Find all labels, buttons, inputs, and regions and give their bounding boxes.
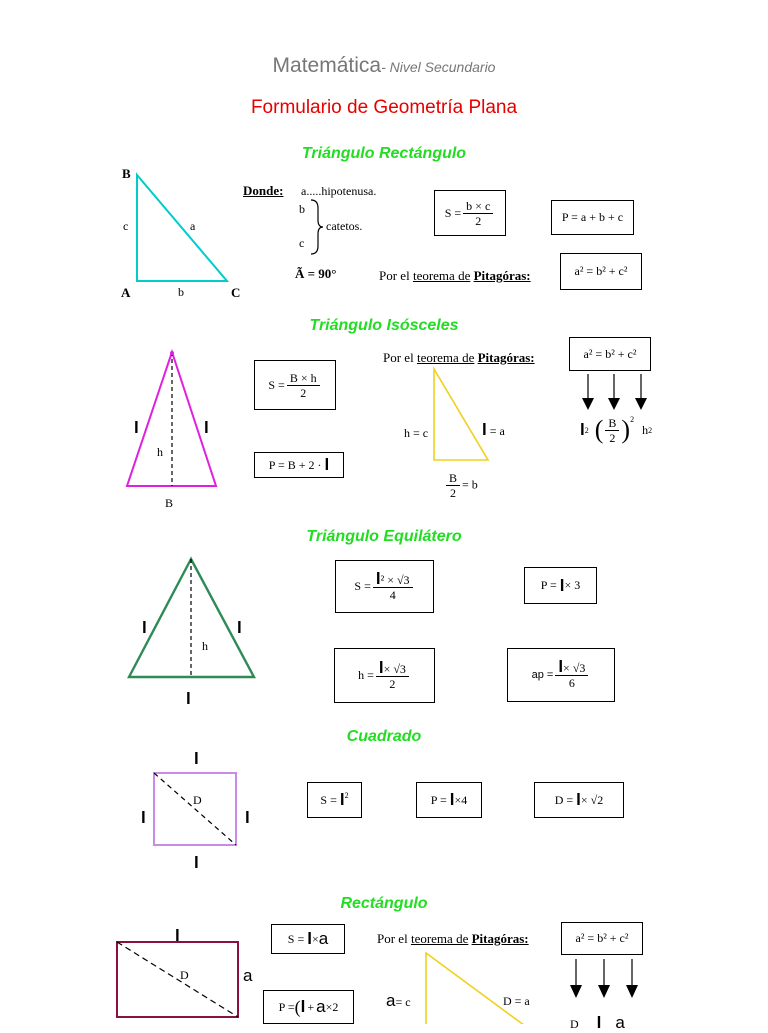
eq-ap-den: 6: [568, 676, 575, 690]
right-triangle-figure: [116, 164, 256, 304]
eq-h-rest: × √3: [383, 661, 406, 676]
iso-area-denominator: 2: [300, 385, 307, 400]
rectangle-area-formula: [271, 924, 345, 954]
pit2-base-eq: = b: [462, 477, 478, 492]
pythagoras-label-3: [377, 931, 529, 947]
pit-name: Pitagóras:: [473, 268, 531, 283]
substitution-arrows-2: [578, 372, 650, 412]
square-figure: [150, 769, 242, 851]
eq-area-l: l: [375, 568, 381, 588]
sq-diag-l: l: [576, 790, 581, 809]
rect-per-a: a: [316, 997, 326, 1016]
eq-per-lhs: P =: [540, 578, 557, 592]
eq-area-fraction: [373, 568, 413, 602]
rectangle-right-side-label: a: [243, 966, 253, 985]
rect-per-l: l: [300, 997, 306, 1016]
sq-per-rest: ×4: [454, 792, 468, 807]
pythagoras-triangle-2: [428, 366, 494, 464]
res3-d: D: [570, 1017, 579, 1031]
side-c-label: c: [123, 219, 129, 233]
equilateral-apothem-formula: [507, 648, 615, 702]
rect-per-lhs: P =: [278, 999, 295, 1014]
res3-a: a: [615, 1013, 625, 1032]
equilateral-height-formula: [334, 648, 435, 703]
sq-area-l: l: [339, 790, 345, 809]
isosceles-left-side-label: l: [134, 418, 139, 437]
pythagoras-label-1: [379, 268, 531, 284]
rectangle-diagonal-label: D: [180, 968, 189, 982]
sq-per-l: l: [449, 790, 455, 809]
right-area-formula: [434, 190, 506, 236]
section-title-square: Cuadrado: [346, 728, 422, 745]
hypotenuse-note: a.....hipotenusa.: [301, 184, 377, 198]
eq-area-rest: ² × √3: [380, 572, 410, 587]
res-l: l: [580, 420, 585, 439]
square-bottom-side-label: l: [194, 853, 199, 872]
section-title-isosceles: Triángulo Isósceles: [309, 317, 459, 334]
pit3-d-label: D = a: [503, 994, 530, 1008]
eq-ap-rest: × √3: [563, 661, 586, 675]
equilateral-left-side-label: l: [142, 618, 147, 637]
pythagoras-label-2: [383, 350, 535, 366]
pythagoras-formula-2: a² = b² + c²: [569, 337, 651, 371]
isosceles-substitution-result: [580, 415, 652, 445]
area-lhs: S =: [444, 205, 462, 220]
brace-icon: [309, 198, 325, 256]
rectangle-top-side-label: l: [175, 926, 180, 945]
equilateral-perimeter-formula: [524, 567, 597, 604]
iso-area-fraction: [287, 371, 320, 400]
catetos-label: catetos.: [326, 219, 363, 233]
pit2-l-label: [482, 420, 505, 440]
square-diagonal-label: D: [193, 793, 202, 807]
isosceles-base-label: B: [165, 496, 174, 510]
res-frac-sq: 2: [630, 415, 635, 424]
eq-area-den: 4: [389, 587, 396, 602]
isosceles-perimeter-formula: [254, 452, 344, 478]
area-denominator: 2: [475, 213, 482, 228]
rectangle-substitution-result: [570, 1013, 625, 1033]
pythagoras-triangle-3: [420, 949, 530, 1024]
res-h: h: [642, 422, 649, 437]
res-fraction: [605, 416, 619, 445]
res-fraction-den: 2: [609, 430, 616, 445]
pit2-prefix: Por el: [383, 350, 414, 365]
rectangle-perimeter-formula: [263, 990, 354, 1024]
pit2-l: l: [482, 420, 487, 439]
equilateral-triangle-figure: [124, 554, 260, 680]
pit2-base-num: B: [446, 471, 460, 486]
square-left-side-label: l: [141, 808, 146, 827]
equilateral-height-label: h: [202, 639, 208, 653]
pit-prefix: Por el: [379, 268, 410, 283]
square-area-formula: [307, 782, 362, 818]
sq-area-lhs: S =: [320, 792, 337, 807]
pit2-base-den: 2: [450, 486, 456, 500]
pit3-word: teorema de: [410, 931, 469, 946]
rect-per-plus: +: [307, 999, 315, 1014]
iso-perimeter-l: l: [324, 455, 330, 474]
sq-diag-lhs: D =: [554, 792, 574, 807]
iso-perimeter-text: P = B + 2 ·: [268, 457, 322, 472]
equilateral-base-label: l: [186, 689, 191, 708]
donde-label: Donde:: [243, 183, 284, 198]
rect-area-times: ×: [311, 931, 319, 946]
rect-area-l: l: [307, 929, 312, 948]
pit3-c: = c: [395, 995, 411, 1009]
sq-area-sup: 2: [344, 791, 349, 800]
subject-title: Matemática: [272, 54, 382, 77]
leg-c-label: c: [299, 236, 305, 250]
section-title-right-triangle: Triángulo Rectángulo: [301, 145, 467, 162]
square-right-side-label: l: [245, 808, 250, 827]
res-l-sq: 2: [584, 425, 589, 435]
eq-area-num: [373, 568, 413, 588]
res-fraction-num: B: [605, 416, 619, 431]
pit2-h-label: h = c: [404, 426, 429, 440]
eq-area-lhs: S =: [354, 579, 371, 593]
rect-per-open: (: [294, 996, 301, 1017]
level-label: - Nivel Secundario: [381, 59, 496, 75]
side-b-label: b: [178, 285, 184, 299]
pit3-a-label: [386, 991, 411, 1011]
page-header: [0, 54, 768, 78]
right-angle-label: Ã = 90°: [295, 266, 337, 281]
sq-diag-rest: × √2: [580, 792, 604, 807]
isosceles-right-side-label: l: [204, 418, 209, 437]
equilateral-area-formula: [335, 560, 434, 613]
section-title-rectangle: Rectángulo: [340, 895, 428, 912]
isosceles-area-formula: [254, 360, 336, 410]
substitution-arrows-3: [566, 957, 640, 1001]
iso-area-numerator: B × h: [287, 371, 320, 386]
vertex-a-label: A: [121, 285, 131, 300]
area-fraction: [463, 199, 493, 228]
rect-area-a: a: [318, 929, 329, 948]
pit2-la: = a: [489, 424, 505, 438]
pythagoras-formula-1: a² = b² + c²: [560, 253, 642, 290]
iso-area-lhs: S =: [268, 377, 285, 392]
rect-per-rest: ×2: [325, 999, 339, 1014]
pit2-base-label: [444, 471, 478, 500]
isosceles-height-label: h: [157, 445, 163, 459]
rectangle-figure: [113, 939, 241, 1019]
sq-per-lhs: P =: [430, 792, 447, 807]
eq-h-lhs: h =: [358, 668, 374, 682]
page-title: Formulario de Geometría Plana: [250, 97, 518, 118]
pit-word: teorema de: [412, 268, 471, 283]
square-top-side-label: l: [194, 749, 199, 768]
res3-l: l: [596, 1013, 602, 1032]
pit2-word: teorema de: [416, 350, 475, 365]
square-perimeter-formula: [416, 782, 482, 818]
eq-h-l: l: [378, 657, 384, 677]
vertex-c-label: C: [231, 285, 241, 300]
pit2-name: Pitagóras:: [477, 350, 535, 365]
eq-per-l: l: [559, 575, 565, 595]
res-paren-close: ): [621, 415, 631, 444]
square-diagonal-formula: [534, 782, 624, 818]
pit2-base-fraction: [446, 471, 460, 500]
equilateral-right-side-label: l: [237, 618, 242, 637]
leg-b-label: b: [299, 202, 305, 216]
res-paren-open: (: [594, 415, 604, 444]
eq-h-den: 2: [389, 676, 396, 691]
vertex-b-label: B: [122, 166, 131, 181]
pit3-name: Pitagóras:: [471, 931, 529, 946]
pit3-prefix: Por el: [377, 931, 408, 946]
eq-h-fraction: [376, 657, 409, 691]
eq-ap-fraction: [555, 657, 588, 690]
eq-per-rest: × 3: [564, 578, 581, 592]
pythagoras-formula-3: a² = b² + c²: [561, 922, 643, 955]
eq-h-num: [376, 657, 409, 677]
eq-ap-lhs: ap =: [531, 669, 554, 681]
res-h-sq: 2: [648, 425, 653, 435]
rect-area-lhs: S =: [287, 931, 305, 946]
section-title-equilateral: Triángulo Equilátero: [306, 528, 462, 545]
eq-ap-num: [555, 657, 588, 676]
side-a-label: a: [190, 219, 196, 233]
area-numerator: b × c: [463, 199, 493, 214]
pit3-a: a: [386, 991, 396, 1010]
eq-ap-l: l: [558, 657, 564, 676]
right-perimeter-formula: P = a + b + c: [551, 200, 634, 235]
